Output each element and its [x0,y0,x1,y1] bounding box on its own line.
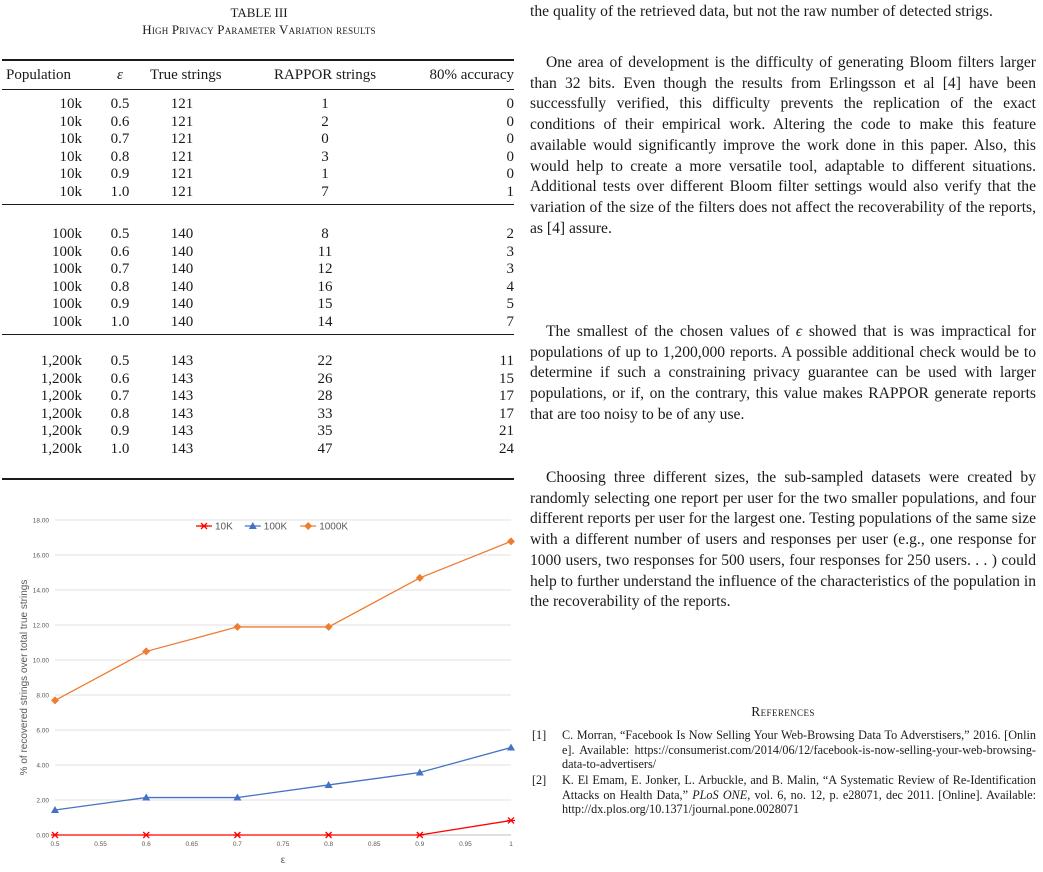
legend-10k-label: 10K [215,521,233,533]
x-tick-label: 0.5 [50,841,60,848]
epsilon-cell: 0.7 [110,388,130,404]
series-1000k-point [51,696,59,704]
true-strings-cell: 121 [170,113,194,130]
table-title: High Privacy Parameter Variation results [142,22,376,37]
y-tick-label: 12.00 [32,622,49,630]
right-column [530,0,1036,872]
y-tick-label: 6.00 [36,727,49,735]
population-cell: 1,200k [40,388,82,404]
series-10k-point [142,832,150,838]
series-10k-point [51,832,59,838]
population-cell: 100k [52,226,82,242]
rappor-strings-cell: 2 [321,113,329,130]
reference-text-b: , vol. 6, no. 12, p. e28071, dec 2011. [Online]. Available: http://dx.plos.org/10.1371/journal.pone.0028071 [562,787,1036,817]
table-row [0,113,518,131]
true-strings-cell: 121 [170,148,194,165]
epsilon-cell: 0.9 [110,423,130,439]
series-10k-point [325,832,333,838]
accuracy-cell: 11 [499,353,514,369]
true-strings-cell: 140 [170,261,194,277]
true-strings-cell: 140 [170,296,194,312]
rappor-strings-cell: 1 [321,166,329,182]
x-tick-label: 0.65 [185,841,199,848]
accuracy-cell: 0 [506,113,514,130]
population-cell: 100k [52,313,82,330]
accuracy-cell: 0 [506,131,514,147]
reference-text: C. Morran, “Facebook Is Now Selling Your Web-Browsing Data To Adverstisers,” 2016. [Online]. Available: https://consumerist.com/2014/06/12/facebook-is-now-selling-your-web-browsing-data-to-advertisers/ [562,728,1036,772]
table-header-row [0,66,518,84]
journal-name: PLoS ONE [692,787,748,802]
series-1000k-point [507,537,515,545]
y-axis-title: % of recovered strings over total true strings [19,579,30,776]
epsilon-cell: 1.0 [110,440,130,457]
true-strings-cell: 121 [170,96,194,112]
accuracy-cell: 15 [499,370,514,387]
accuracy-cell: 0 [506,96,514,112]
table-row [0,387,518,405]
true-strings-cell: 140 [170,278,194,295]
column-header: True strings [150,67,222,83]
rappor-strings-cell: 0 [321,131,329,147]
column-header: RAPPOR strings [273,67,377,83]
series-1000k-line [55,541,511,700]
rappor-strings-cell: 15 [317,296,333,312]
table-row [0,183,518,201]
series-100k-point [507,744,515,751]
true-strings-cell: 140 [170,226,194,242]
rappor-strings-cell: 7 [321,183,329,200]
rappor-strings-cell: 14 [317,313,333,330]
table-row [0,278,518,296]
column-header: 80% accuracy [429,67,514,83]
table-rule [2,334,514,335]
reference-2 [530,773,1036,833]
table-rule [2,478,514,480]
epsilon-cell: 0.7 [110,261,130,277]
accuracy-cell: 0 [506,166,514,182]
population-cell: 100k [52,243,82,260]
table-rule [2,59,514,61]
paragraph-continuation: the quality of the retrieved data, but not the raw number of detected strigs. [530,3,993,20]
population-cell: 10k [59,166,82,182]
population-cell: 1,200k [40,423,82,439]
y-tick-label: 14.00 [32,587,49,595]
epsilon-cell: 0.9 [110,296,130,312]
table-row [0,352,518,370]
series-10k-point [507,817,515,823]
accuracy-cell: 0 [506,148,514,165]
rappor-strings-cell: 47 [317,440,333,457]
epsilon-cell: 0.6 [110,113,130,130]
population-cell: 100k [52,261,82,277]
epsilon-cell: 0.8 [110,278,130,295]
paragraph-smallest-epsilon [530,322,1036,426]
epsilon-cell: 0.8 [110,148,130,165]
legend-1000k-label: 1000K [319,521,349,533]
reference-number: [1] [532,728,547,742]
y-tick-label: 16.00 [32,552,49,560]
population-cell: 10k [59,131,82,147]
x-axis-title: ε [280,855,286,866]
table-rule [2,204,514,205]
reference-text [562,773,1036,817]
true-strings-cell: 143 [170,440,194,457]
population-cell: 1,200k [40,440,82,457]
table-row [0,148,518,166]
population-cell: 10k [59,148,82,165]
x-tick-label: 0.85 [367,841,381,848]
table-row [0,243,518,261]
references-heading: References [751,704,815,719]
x-tick-label: 0.75 [276,841,290,848]
y-tick-label: 4.00 [36,762,49,770]
accuracy-cell: 2 [506,226,514,242]
chart [0,506,518,868]
series-100k-line [55,748,511,810]
rappor-strings-cell: 26 [317,370,333,387]
series-1000k-point [233,623,241,631]
series-10k-point [416,832,424,838]
true-strings-cell: 140 [170,243,194,260]
series-1000k-point [325,623,333,631]
epsilon-cell: 0.5 [110,353,130,369]
accuracy-cell: 3 [506,243,514,260]
y-tick-label: 18.00 [32,517,49,525]
column-header: Population [6,67,72,83]
population-cell: 100k [52,278,82,295]
population-cell: 1,200k [40,370,82,387]
left-column [0,0,518,872]
epsilon-cell: 1.0 [110,183,130,200]
line-chart-svg [0,506,518,868]
table-row [0,313,518,331]
population-cell: 10k [59,113,82,130]
true-strings-cell: 143 [170,405,194,422]
column-header: ε [117,67,123,83]
table-number: TABLE III [230,5,288,20]
rappor-strings-cell: 28 [317,388,333,404]
series-10k-point [233,832,241,838]
epsilon-cell: 0.5 [110,226,130,242]
table-row [0,165,518,183]
legend-10k-point [200,523,208,529]
rappor-strings-cell: 22 [317,353,333,369]
epsilon-cell: 1.0 [110,313,130,330]
x-tick-label: 0.8 [324,841,334,848]
true-strings-cell: 121 [170,166,194,182]
y-tick-label: 8.00 [36,692,49,700]
paragraph-bloom-filters: One area of development is the difficulty of generating Bloom filters larger than 32 bits. Even though the results from Erlingsson et al [4] have been successfully verified, this difficulty prevents the replication of the exact conditions of their empirical work. Altering the code to make this feature available would significantly improve the work done in this paper. Also, this would help to create a more versatile tool, adaptable to different situations. Additional tests over different Bloom filter settings would also verify that the variation of the size of the filters does not affect the recoverability of the reports, as [4] assure. [530,54,1036,237]
x-tick-label: 0.55 [94,841,107,848]
y-tick-label: 10.00 [32,657,49,665]
table-row [0,260,518,278]
population-cell: 10k [59,96,82,112]
population-cell: 1,200k [40,405,82,422]
population-cell: 10k [59,183,82,200]
true-strings-cell: 121 [170,183,194,200]
accuracy-cell: 1 [506,183,514,200]
rappor-strings-cell: 16 [317,278,333,295]
x-tick-label: 0.6 [141,841,151,848]
rappor-strings-cell: 8 [321,226,329,242]
table-row [0,95,518,113]
table-row [0,440,518,458]
table-row [0,295,518,313]
true-strings-cell: 143 [170,423,194,439]
epsilon-cell: 0.6 [110,370,130,387]
x-tick-label: 0.9 [415,841,425,848]
true-strings-cell: 121 [170,131,194,147]
rappor-strings-cell: 11 [317,243,333,260]
paragraph-subsampling: Choosing three different sizes, the sub-sampled datasets were created by randomly selecting one report per user for the two smaller populations, and four different reports per user for the largest one. Testing populations of the same size with a different number of users and responses per user (e.g., one response for 1000 users, two responses for 500 users, four responses for 250 users. . . ) could help to further understand the influence of the characteristics of the population in the recoverability of the reports. [530,469,1036,611]
rappor-strings-cell: 3 [321,148,329,165]
p2-text-b: showed that is was impractical for populations of up to 1,200,000 reports. A possible additional check would be to determine if such a constraining privacy guarantee can be used with larger populations, or if, on the contrary, this value makes RAPPOR generate reports that are too noisy to be of any use. [530,323,1036,423]
p2-text-a: The smallest of the chosen values of [546,323,790,340]
epsilon-cell: 0.5 [110,96,130,112]
true-strings-cell: 143 [170,370,194,387]
epsilon-cell: 0.6 [110,243,130,260]
true-strings-cell: 143 [170,353,194,369]
epsilon-cell: 0.8 [110,405,130,422]
population-cell: 100k [52,296,82,312]
table-row [0,130,518,148]
accuracy-cell: 4 [506,278,514,295]
table-row [0,422,518,440]
epsilon-cell: 0.9 [110,166,130,182]
accuracy-cell: 3 [506,261,514,277]
x-tick-label: 1 [509,841,513,848]
accuracy-cell: 5 [506,296,514,312]
epsilon-symbol: ϵ [795,323,803,340]
accuracy-cell: 24 [499,440,514,457]
y-tick-label: 2.00 [36,797,49,805]
epsilon-cell: 0.7 [110,131,130,147]
reference-1 [530,728,1036,772]
table-row [0,405,518,423]
rappor-strings-cell: 35 [317,423,333,439]
reference-text-a: K. El Emam, E. Jonker, L. Arbuckle, and B. Malin, “A Systematic Review of Re-Identification Attacks on Health Data,” [562,773,1036,802]
accuracy-cell: 17 [499,405,514,422]
y-tick-label: 0.00 [36,832,49,840]
accuracy-cell: 21 [499,423,514,439]
rappor-strings-cell: 12 [317,261,333,277]
table-row [0,370,518,388]
legend-100k-label: 100K [263,521,288,533]
series-1000k-point [142,647,150,655]
true-strings-cell: 143 [170,388,194,404]
x-tick-label: 0.95 [459,841,472,848]
table-rule [2,89,514,90]
rappor-strings-cell: 33 [317,405,333,422]
table-row [0,225,518,243]
series-1000k-point [416,574,424,582]
reference-number: [2] [532,773,547,787]
series-10k-line [55,820,511,835]
legend-1000k-point [304,522,312,530]
x-tick-label: 0.7 [232,841,242,848]
accuracy-cell: 17 [499,388,514,404]
true-strings-cell: 140 [170,313,194,330]
accuracy-cell: 7 [506,313,514,330]
rappor-strings-cell: 1 [321,96,329,112]
population-cell: 1,200k [40,353,82,369]
